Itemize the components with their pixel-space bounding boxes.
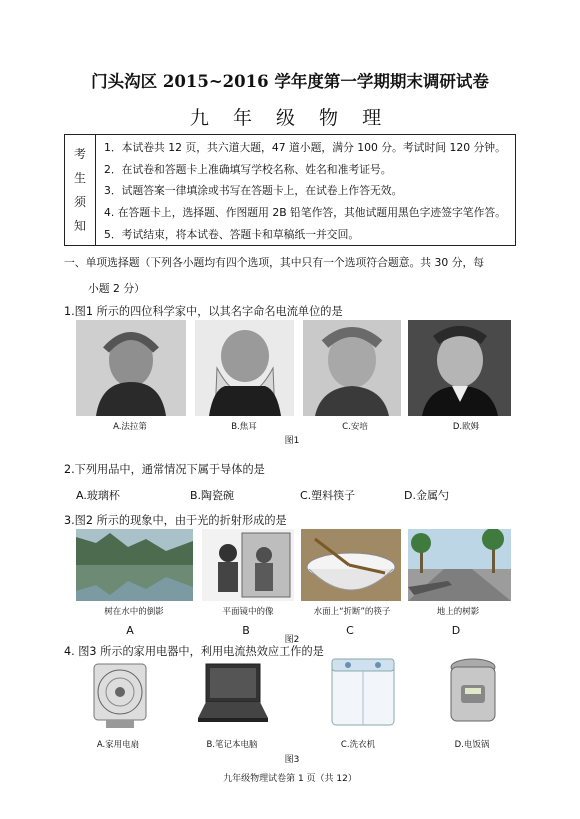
portrait-caption: B.焦耳: [231, 422, 257, 432]
photo-mirror-image: [202, 529, 294, 601]
question-4-stem: 4. 图3 所示的家用电器中，利用电流热效应工作的是: [64, 645, 324, 658]
appliance-caption: C.洗衣机: [340, 740, 376, 750]
option-letter: D: [451, 624, 461, 637]
photo-caption: 水面上“折断”的筷子: [313, 607, 391, 617]
appliance-caption: D.电饭锅: [454, 740, 490, 750]
portrait-faraday: [76, 320, 186, 416]
question-1-stem: 1.图1 所示的四位科学家中，以其名字命名电流单位的是: [64, 305, 343, 318]
notice-side-char: 须: [73, 195, 86, 209]
section-heading-line: 小题 2 分）: [88, 282, 145, 295]
portrait-ampere: [303, 320, 401, 416]
notice-side-label: [65, 135, 96, 245]
notice-items: [96, 135, 515, 245]
notice-item: 2．在试卷和答题卡上准确填写学校名称、姓名和准考证号。: [104, 162, 392, 176]
choice-option: C.塑料筷子: [300, 489, 356, 502]
portrait-ohm: [408, 320, 511, 416]
photo-caption: 平面镜中的像: [222, 607, 274, 617]
candidate-notice-box: [64, 134, 516, 246]
portrait-joule: [195, 320, 294, 416]
portrait-caption: C.安培: [342, 422, 368, 432]
choice-option: D.金属勺: [404, 489, 449, 502]
photo-bent-chopstick: [301, 529, 401, 601]
figure-label: 图1: [284, 436, 300, 446]
notice-side-char: 知: [73, 219, 86, 233]
exam-title: 门头沟区 2015~2016 学年度第一学期期末调研试卷: [91, 72, 489, 91]
notice-side-char: 考: [73, 147, 86, 161]
photo-caption: 地上的树影: [436, 607, 480, 617]
portrait-caption: D.欧姆: [452, 422, 480, 432]
question-2-stem: 2.下列用品中，通常情况下属于导体的是: [64, 463, 265, 476]
notice-side-char: 生: [73, 171, 86, 185]
portrait-caption: A.法拉第: [113, 422, 147, 432]
appliance-caption: B.笔记本电脑: [206, 740, 258, 750]
appliance-caption: A.家用电扇: [96, 740, 140, 750]
notice-item: 5．考试结束，将本试卷、答题卡和草稿纸一并交回。: [104, 227, 360, 241]
option-letter: B: [242, 624, 250, 637]
option-letter: C: [346, 624, 354, 637]
exam-subject: 九 年 级 物 理: [189, 107, 391, 129]
washing-machine-image: [328, 655, 398, 729]
figure-label: 图2: [284, 635, 300, 645]
section-heading: [64, 250, 534, 302]
laptop-image: [196, 662, 270, 726]
notice-item: 1．本试卷共 12 页，共六道大题，47 道小题，满分 100 分。考试时间 120 分钟。: [104, 141, 506, 155]
choice-option: B.陶瓷碗: [190, 489, 235, 502]
question-3-stem: 3.图2 所示的现象中，由于光的折射形成的是: [64, 514, 287, 527]
option-letter: A: [126, 624, 134, 637]
photo-tree-reflection: [76, 529, 193, 601]
photo-tree-shadow: [408, 529, 511, 601]
section-heading-line: 一、单项选择题（下列各小题均有四个选项，其中只有一个选项符合题意。共 30 分，每: [64, 256, 485, 269]
figure-label: 图3: [284, 755, 300, 765]
choice-option: A.玻璃杯: [76, 489, 120, 502]
electric-fan-image: [88, 660, 152, 732]
rice-cooker-image: [445, 655, 501, 727]
photo-caption: 树在水中的倒影: [104, 607, 164, 617]
notice-item: 3．试题答案一律填涂或书写在答题卡上，在试卷上作答无效。: [104, 184, 403, 198]
page-footer: 九年级物理试卷第 1 页（共 12）: [223, 774, 357, 784]
notice-item: 4. 在答题卡上，选择题、作图题用 2B 铅笔作答，其他试题用黑色字迹签字笔作答。: [104, 206, 506, 220]
